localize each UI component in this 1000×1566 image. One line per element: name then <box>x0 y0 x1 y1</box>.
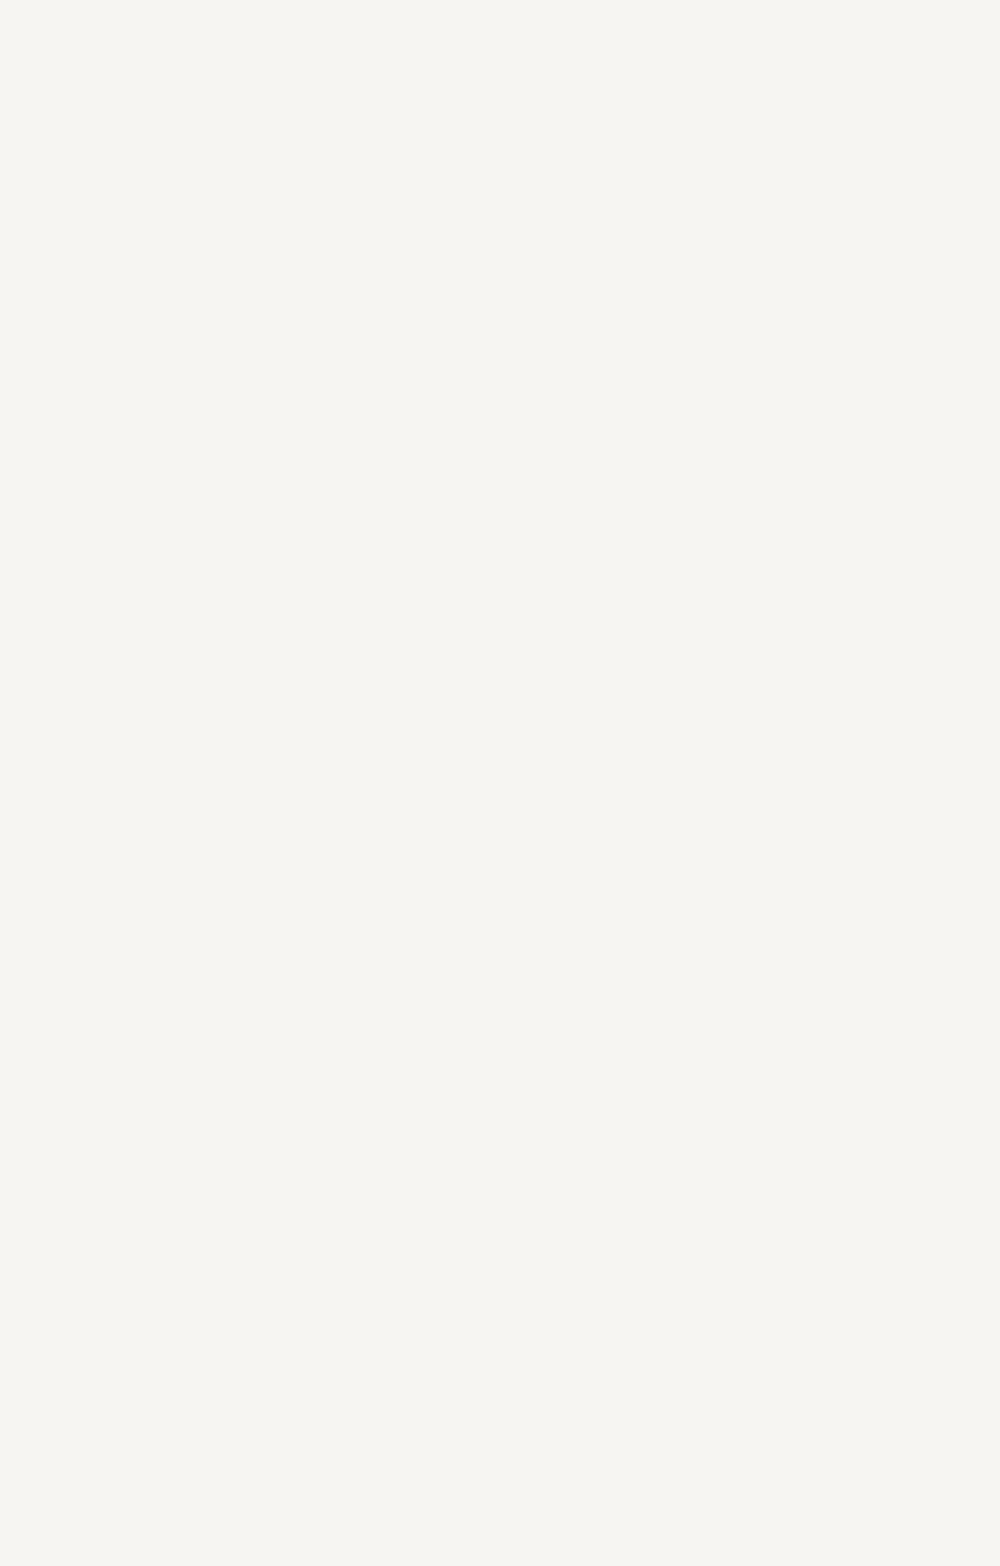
table-of-contents <box>123 100 893 114</box>
